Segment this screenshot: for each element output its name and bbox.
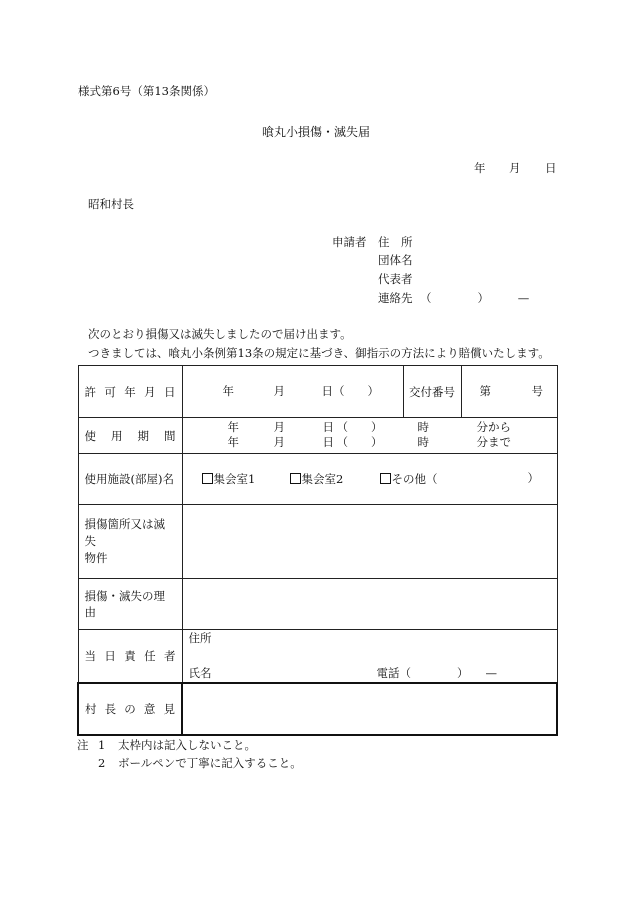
- permit-date-row: [78, 366, 557, 418]
- issue-prefix: 第: [479, 384, 491, 398]
- person-label: 当 日 責 任 者: [84, 648, 176, 663]
- person-label-cell: [78, 630, 182, 683]
- facility-option-other-label: その他（: [391, 472, 438, 486]
- applicant-group-label: 団体名: [378, 253, 413, 267]
- applicant-contact-format: （ ） —: [420, 291, 530, 305]
- permit-month: 月: [273, 384, 285, 398]
- damage-location-label-line2: 物件: [84, 551, 108, 566]
- facility-option-hall2[interactable]: [290, 473, 344, 486]
- period-to-hour: 時: [417, 435, 429, 449]
- facility-row: [78, 454, 557, 505]
- notes-prefix: 注: [77, 738, 89, 752]
- intro-line-1: 次のとおり損傷又は滅失しましたので届け出ます。: [88, 327, 352, 341]
- damage-reason-row: [78, 579, 557, 630]
- mayor-opinion-label: 村 長 の 意 見: [85, 701, 175, 716]
- period-from-year: 年: [227, 420, 239, 434]
- damage-location-field[interactable]: [182, 505, 557, 579]
- notification-form-table: [77, 365, 558, 736]
- period-from-hour: 時: [417, 420, 429, 434]
- usage-period-label: 使 用 期 間: [84, 428, 176, 443]
- damage-location-label-line1: 損傷箇所又は滅失: [84, 516, 165, 548]
- period-to-year: 年: [227, 435, 239, 449]
- facility-label: 使用施設(部屋)名: [84, 472, 174, 486]
- person-address-label: 住所: [188, 631, 212, 645]
- permit-date-label: 許 可 年 月 日: [84, 384, 176, 399]
- facility-option-hall1[interactable]: [202, 473, 256, 486]
- note-2-text: ボールペンで丁寧に記入すること。: [118, 756, 302, 770]
- period-from-dow: （ ）: [336, 420, 383, 434]
- date-month: 月: [509, 161, 521, 175]
- facility-label-cell: [78, 454, 182, 505]
- facility-option-other[interactable]: [380, 473, 438, 486]
- damage-reason-field[interactable]: [182, 579, 557, 630]
- issue-number-label: 交付番号: [409, 384, 455, 399]
- permit-day: 日（ ）: [321, 384, 379, 398]
- person-field[interactable]: [182, 630, 557, 683]
- period-to-month: 月: [273, 435, 285, 449]
- period-from-month: 月: [273, 420, 285, 434]
- form-number: 様式第6号（第13条関係）: [78, 84, 215, 98]
- damage-reason-label-cell: [78, 579, 182, 630]
- facility-option-other-close: ）: [527, 471, 539, 485]
- facility-field: [182, 454, 557, 505]
- period-from-day: 日: [322, 420, 334, 434]
- person-name-label: 氏名: [188, 666, 212, 680]
- checkbox-icon: [202, 473, 213, 484]
- checkbox-icon: [290, 473, 301, 484]
- issue-suffix: 号: [531, 384, 543, 398]
- mayor-opinion-field: [182, 683, 557, 735]
- damage-location-label-cell: [78, 505, 182, 579]
- damage-reason-label: 損傷・滅失の理由: [84, 589, 165, 619]
- usage-period-field[interactable]: [182, 418, 557, 454]
- usage-period-label-cell: [78, 418, 182, 454]
- intro-line-2: つきましては、喰丸小条例第13条の規定に基づき、御指示の方法により賠償いたします。: [88, 346, 550, 360]
- person-phone-dash: —: [485, 666, 497, 680]
- person-phone-label: 電話（ ）: [376, 666, 469, 680]
- usage-period-row: [78, 418, 557, 454]
- damage-location-row: [78, 505, 557, 579]
- addressee: 昭和村長: [88, 197, 134, 211]
- applicant-address-label: 住 所: [378, 235, 413, 249]
- applicant-label: 申請者: [332, 235, 367, 249]
- note-1-text: 太枠内は記入しないこと。: [118, 738, 256, 752]
- checkbox-icon: [380, 473, 391, 484]
- applicant-rep-label: 代表者: [378, 272, 413, 286]
- facility-option-hall2-label: 集会室2: [301, 472, 344, 486]
- permit-year: 年: [222, 384, 234, 398]
- note-2-number: 2: [98, 756, 106, 770]
- document-title: 喰丸小損傷・滅失届: [262, 125, 371, 139]
- note-1-number: 1: [98, 738, 106, 752]
- facility-option-hall1-label: 集会室1: [213, 472, 256, 486]
- mayor-opinion-row: [78, 683, 557, 735]
- permit-date-label-cell: [78, 366, 182, 418]
- applicant-contact-label: 連絡先: [378, 291, 413, 305]
- period-from-minute: 分から: [476, 420, 511, 434]
- period-to-day: 日: [322, 435, 334, 449]
- issue-number-field[interactable]: [461, 366, 557, 418]
- period-to-minute: 分まで: [476, 435, 511, 449]
- date-year: 年: [474, 161, 486, 175]
- period-to-dow: （ ）: [336, 435, 383, 449]
- permit-date-field[interactable]: [182, 366, 403, 418]
- date-day: 日: [545, 161, 557, 175]
- person-in-charge-row: [78, 630, 557, 683]
- issue-number-label-cell: [403, 366, 461, 418]
- mayor-opinion-label-cell: [78, 683, 182, 735]
